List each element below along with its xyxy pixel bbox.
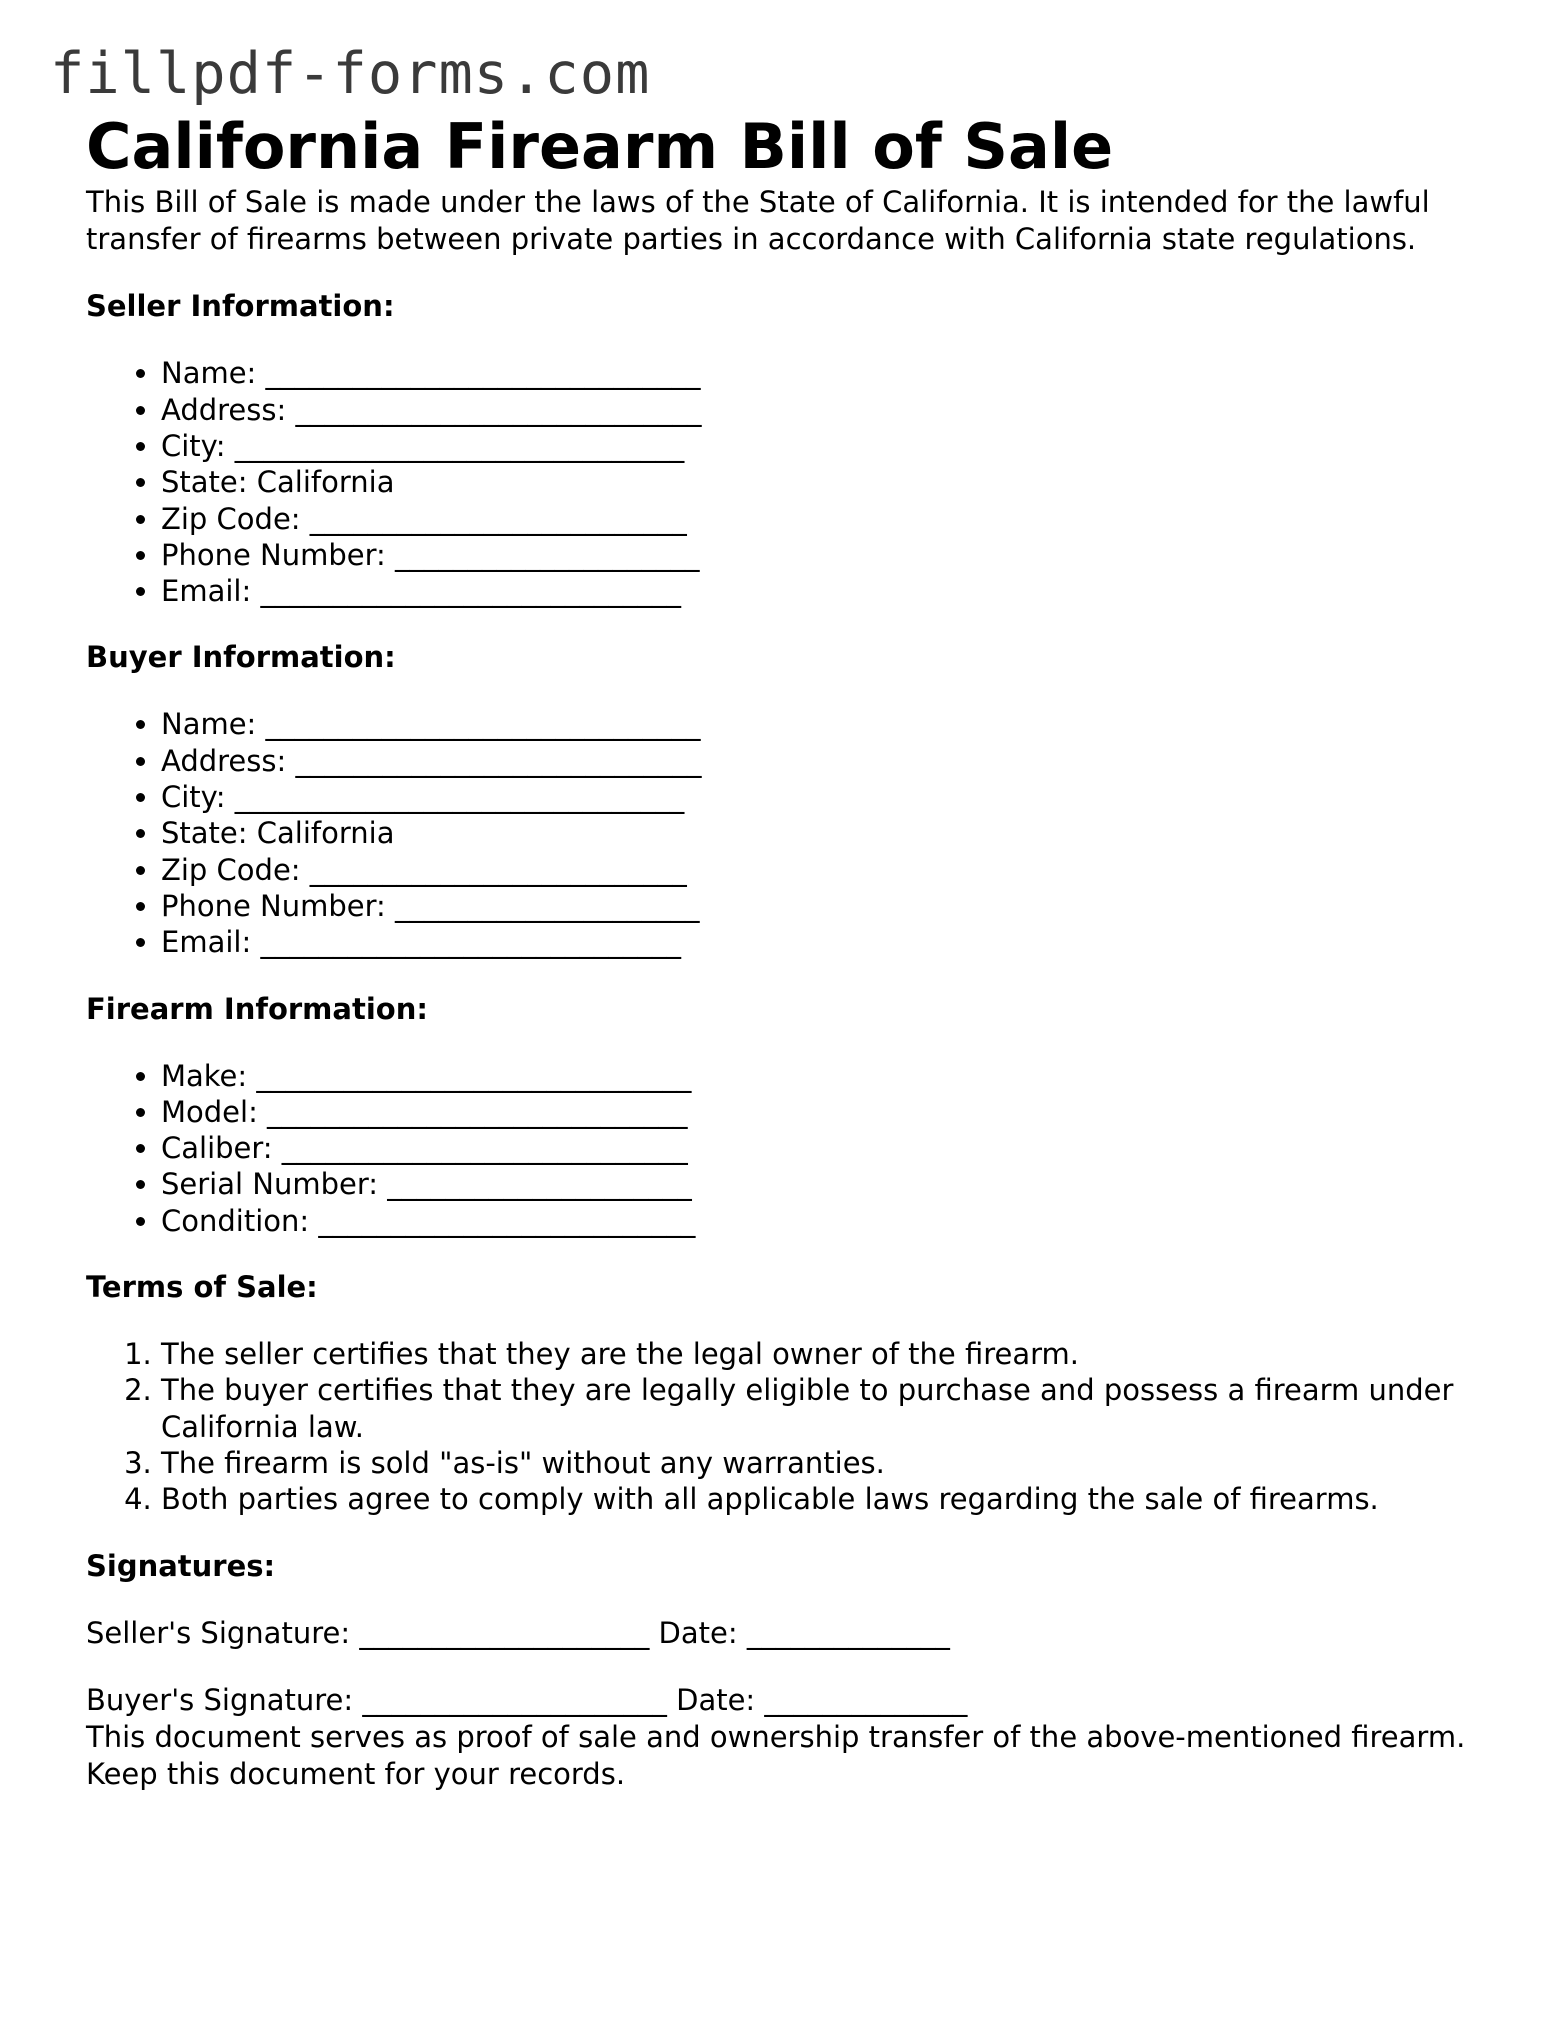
intro-paragraph: This Bill of Sale is made under the laws of the State of California. It is intended for the lawful transfer of firearms between private parties in accordance with California state regulations. — [86, 185, 1430, 257]
term-item: 1. The seller certifies that they are the legal owner of the firearm. — [161, 1336, 1486, 1372]
seller-phone-field: • Phone Number: _____________________ — [161, 537, 1486, 573]
buyer-heading: Buyer Information: — [86, 640, 396, 675]
buyer-city-field: • City: _______________________________ — [161, 779, 1486, 815]
seller-name-field: • Name: ______________________________ — [161, 355, 1486, 391]
buyer-phone-field: • Phone Number: _____________________ — [161, 888, 1486, 924]
seller-city-field: • City: _______________________________ — [161, 428, 1486, 464]
buyer-zip-field: • Zip Code: __________________________ — [161, 852, 1486, 888]
seller-zip-field: • Zip Code: __________________________ — [161, 501, 1486, 537]
buyer-email-field: • Email: _____________________________ — [161, 924, 1486, 960]
firearm-model-field: • Model: _____________________________ — [161, 1094, 1486, 1130]
seller-heading: Seller Information: — [86, 289, 395, 324]
seller-signature-line: Seller's Signature: ____________________ Date: ______________ — [86, 1615, 950, 1650]
firearm-make-field: • Make: ______________________________ — [161, 1058, 1486, 1094]
terms-list — [86, 1336, 1486, 1517]
signatures-heading: Signatures: — [86, 1548, 276, 1583]
buyer-fields-list — [86, 706, 1486, 960]
terms-heading: Terms of Sale: — [86, 1270, 318, 1305]
buyer-state-field: • State: California — [161, 815, 1486, 851]
firearm-serial-field: • Serial Number: _____________________ — [161, 1166, 1486, 1202]
term-item: 4. Both parties agree to comply with all applicable laws regarding the sale of firearms. — [161, 1481, 1486, 1517]
buyer-address-field: • Address: ____________________________ — [161, 743, 1486, 779]
firearm-heading: Firearm Information: — [86, 991, 428, 1026]
seller-email-field: • Email: _____________________________ — [161, 573, 1486, 609]
document-title: California Firearm Bill of Sale — [86, 110, 1114, 183]
firearm-condition-field: • Condition: __________________________ — [161, 1203, 1486, 1239]
closing-paragraph: This document serves as proof of sale and ownership transfer of the above-mentioned firearm. Keep this document for your records. — [86, 1719, 1466, 1791]
document-page — [86, 110, 1486, 1793]
seller-state-field: • State: California — [161, 464, 1486, 500]
seller-address-field: • Address: ____________________________ — [161, 392, 1486, 428]
seller-fields-list — [86, 355, 1486, 609]
firearm-fields-list — [86, 1058, 1486, 1239]
term-item: 2. The buyer certifies that they are legally eligible to purchase and possess a firearm under California law. — [161, 1372, 1471, 1445]
buyer-signature-line: Buyer's Signature: _____________________ Date: ______________ — [86, 1682, 968, 1717]
buyer-name-field: • Name: ______________________________ — [161, 706, 1486, 742]
firearm-caliber-field: • Caliber: ____________________________ — [161, 1130, 1486, 1166]
term-item: 3. The firearm is sold "as-is" without any warranties. — [161, 1445, 1486, 1481]
watermark: fillpdf-forms.com — [50, 41, 651, 107]
